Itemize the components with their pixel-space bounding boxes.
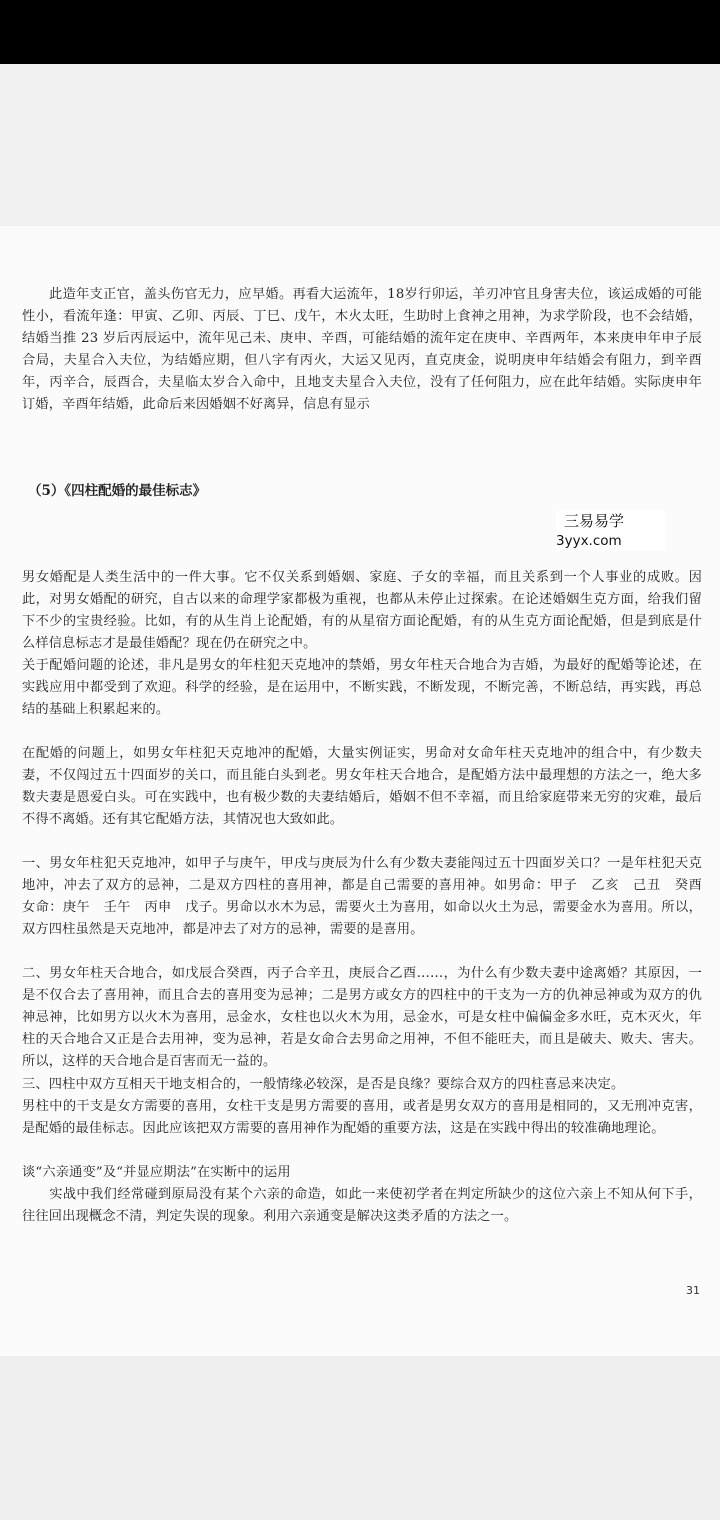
paragraph-8: 谈“六亲通变”及“并显应期法”在实断中的运用 bbox=[22, 1165, 291, 1180]
watermark-title: 三易易学 bbox=[564, 512, 625, 530]
paragraph-7: 男柱中的干支是女方需要的喜用，女柱干支是男方需要的喜用，或者是男女双方的喜用是相同的，又无刑冲克害，是配婚的最佳标志。因此应该把双方需要的喜用神作为配婚的重要方法，这是在实践中得出的较准确地理论。 bbox=[22, 1099, 702, 1136]
section-heading: （5）《四柱配婚的最佳标志》 bbox=[28, 483, 207, 499]
watermark bbox=[556, 511, 666, 551]
watermark-site: 3yyx.com bbox=[556, 533, 622, 549]
viewer-background-bottom bbox=[0, 1356, 720, 1520]
paragraph-5: 二、男女年柱天合地合，如戊辰合癸酉，丙子合辛丑，庚辰合乙酉……，为什么有少数夫妻中途离婚？其原因，一是不仅合去了喜用神，而且合去的喜用变为忌神；二是男方或女方的四柱中的干支为一方的仇神忌神或为双方的仇神忌神，比如男方以火木为喜用，忌金水，女柱也以火木为用，忌金水，可是女柱中偏偏金多水旺，克木灭火，年柱的天合地合又正是合去用神，变为忌神，若是女命合去男命之用神，不但不能旺夫，而且是破夫、败夫、害夫。所以，这样的天合地合是百害而无一益的。 bbox=[22, 966, 702, 1069]
paragraph-2: 关于配婚问题的论述，非凡是男女的年柱犯天克地冲的禁婚，男女年柱天合地合为吉婚，为最好的配婚等论述，在实践应用中都受到了欢迎。科学的经验，是在运用中，不断实践，不断发现，不断完善，不断总结，再实践，再总结的基础上积累起来的。 bbox=[22, 658, 702, 717]
viewer-background-top bbox=[0, 64, 720, 226]
paragraph-4: 一、男女年柱犯天克地冲，如甲子与庚午，甲戌与庚辰为什么有少数夫妻能闯过五十四面岁关口？一是年柱犯天克地冲，冲去了双方的忌神，二是双方四柱的喜用神，都是自己需要的喜用神。如男命：甲子 乙亥 己丑 癸酉 女命：庚午 壬午 丙申 戊子。男命以水木为忌，需要火土为喜用，如命以火土为忌，需要金水为喜用。所以，双方四柱虽然是天克地冲，都是冲去了对方的忌神，需要的是喜用。 bbox=[22, 856, 716, 937]
paragraph-1: 男女婚配是人类生活中的一件大事。它不仅关系到婚姻、家庭、子女的幸福，而且关系到一个人事业的成败。因此，对男女婚配的研究，自古以来的命理学家都极为重视，也都从未停止过探索。在论述婚姻生克方面，给我们留下不少的宝贵经验。比如，有的从生肖上论配婚，有的从星宿方面论配婚，有的从生克方面论配婚，但是到底是什么样信息标志才是最佳婚配？现在仍在研究之中。 bbox=[22, 570, 702, 651]
paragraph-6: 三、四柱中双方互相天干地支相合的，一般情缘必较深，是否是良缘？要综合双方的四柱喜忌来决定。 bbox=[22, 1077, 625, 1092]
paragraph-9: 实战中我们经常碰到原局没有某个六亲的命造，如此一来使初学者在判定所缺少的这位六亲上不知从何下手，往往回出现概念不清，判定失误的现象。利用六亲通变是解决这类矛盾的方法之一。 bbox=[22, 1187, 702, 1224]
status-bar bbox=[0, 0, 720, 64]
paragraph-3: 在配婚的问题上，如男女年柱犯天克地冲的配婚，大量实例证实，男命对女命年柱天克地冲的组合中，有少数夫妻，不仅闯过五十四面岁的关口，而且能白头到老。男女年柱天合地合，是配婚方法中最理想的方法之一，绝大多数夫妻是恩爱白头。可在实践中，也有极少数的夫妻结婚后，婚姻不但不幸福，而且给家庭带来无穷的灾难，最后不得不离婚。还有其它配婚方法，其情况也大致如此。 bbox=[22, 746, 702, 827]
document-page bbox=[0, 226, 720, 1356]
intro-paragraph: 此造年支正官，盖头伤官无力，应早婚。再看大运流年，18岁行卯运，羊刃冲官且身害夫位，该运成婚的可能性小，看流年逢：甲寅、乙卯、丙辰、丁巳、戊午，木火太旺，生助时上食神之用神，为求学阶段，也不会结婚，结婚当推 23 岁后丙辰运中，流年见己未、庚申、辛酉，可能结婚的流年定在庚申、辛酉两年，本来庚申年申子辰合局，夫星合入夫位，为结婚应期，但八字有丙火，大运又见丙，直克庚金，说明庚申年结婚会有阻力，到辛酉年，丙辛合，辰酉合，夫星临太岁合入命中，且地支夫星合入夫位，没有了任何阻力，应在此年结婚。实际庚申年订婚，辛酉年结婚，此命后来因婚姻不好离异，信息有显示 bbox=[22, 287, 702, 412]
page-number: 31 bbox=[686, 1284, 700, 1297]
